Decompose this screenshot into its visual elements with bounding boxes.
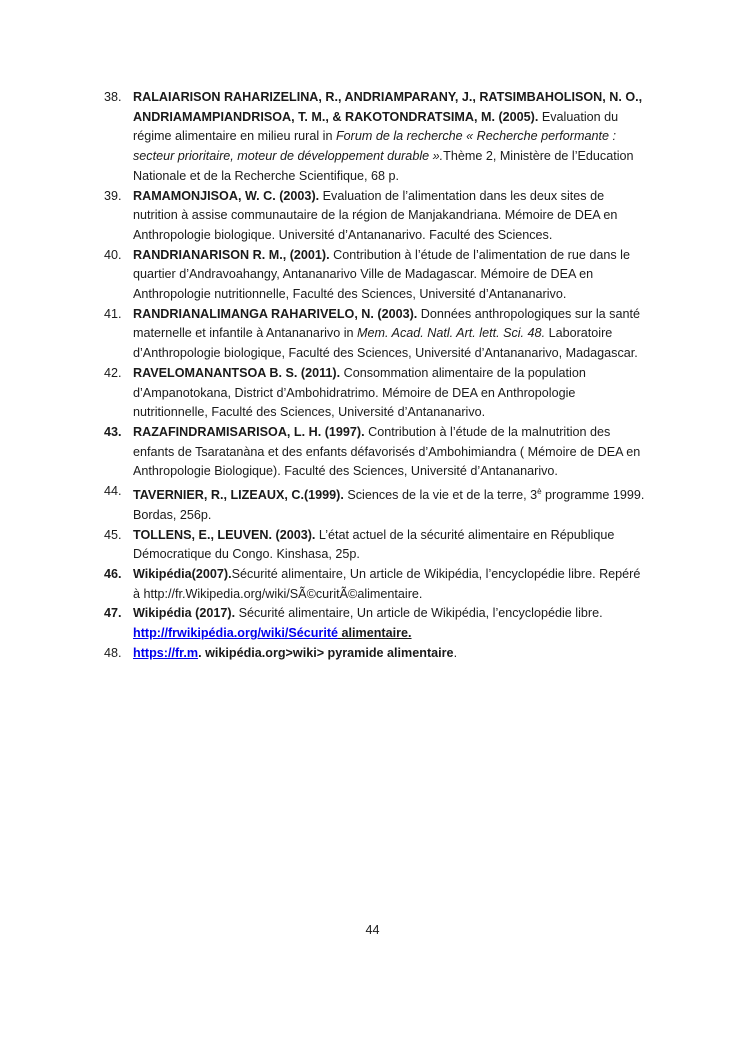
reference-segment: Contribution à l’étude de l’alimentation de rue dans le quartier d’Andravoahangy, Antananarivo Ville de Madagascar. Mémoire de DEA en Anthropologie nutritionnelle, Faculté des Sciences, Université d’Antananarivo. — [133, 247, 630, 302]
reference-link[interactable]: https://fr.m — [133, 645, 199, 660]
reference-author: Wikipédia (2017). — [133, 606, 236, 621]
reference-text — [133, 364, 649, 423]
reference-text — [133, 187, 649, 246]
reference-author: TAVERNIER, R., LIZEAUX, C.(1999). — [133, 488, 344, 503]
reference-text — [133, 246, 649, 305]
reference-number: 38. — [104, 90, 122, 104]
reference-item — [104, 604, 649, 643]
reference-text — [133, 604, 649, 643]
reference-text — [133, 423, 649, 482]
reference-text — [133, 565, 649, 604]
reference-item — [104, 482, 649, 526]
page-number: 44 — [365, 923, 380, 937]
reference-author: RANDRIANARISON R. M., (2001). — [133, 247, 330, 262]
reference-item — [104, 305, 649, 364]
reference-segment: Sciences de la vie et de la terre, 3 — [343, 488, 538, 503]
reference-number: 46. — [104, 567, 122, 582]
reference-segment: Contribution à l’étude de la malnutrition des enfants de Tsaratanàna et des enfants défavorisés d’Ambohimiandra ( Mémoire de DEA en Anthropologie Biologique). Faculté des Sciences, Université d’Antananarivo. — [133, 424, 641, 479]
reference-segment: Thème 2, Ministère de l’Education Nationale et de la Recherche Scientifique, 68 p. — [133, 149, 634, 183]
reference-segment: alimentaire. — [338, 626, 412, 641]
reference-segment: Sécurité alimentaire, Un article de Wikipédia, l’encyclopédie libre. Repéré à http://fr.Wikipedia.org/wiki/SÃ©curitÃ©alimentaire. — [133, 567, 641, 601]
reference-author: RALAIARISON RAHARIZELINA, R., ANDRIAMPARANY, J., RATSIMBAHOLISON, N. O., ANDRIAMAMPIANDRISOA, T. M., & RAKOTONDRATSIMA, M. (2005). — [133, 90, 643, 124]
reference-item — [104, 526, 649, 565]
superscript: è — [537, 487, 542, 497]
reference-segment: Consommation alimentaire de la population d’Ampanotokana, District d’Ambohidratrimo. Mémoire de DEA en Anthropologie nutritionnelle, Faculté des Sciences, Université d’Antananarivo. — [133, 365, 586, 420]
reference-item — [104, 88, 649, 187]
reference-segment: Evaluation de l’alimentation dans les deux sites de nutrition à assise communautaire de la région de Manjakandriana. Mémoire de DEA en Anthropologie biologique. Université d’Antananarivo. Faculté des Sciences. — [133, 188, 618, 242]
reference-author: RANDRIANALIMANGA RAHARIVELO, N. (2003). — [133, 306, 418, 321]
reference-author: RAVELOMANANTSOA B. S. (2011). — [133, 365, 341, 380]
reference-number: 47. — [104, 606, 122, 621]
reference-segment: Données anthropologiques sur la santé maternelle et infantile à Antananarivo in — [133, 306, 640, 341]
reference-text — [133, 526, 649, 565]
reference-author: RAZAFINDRAMISARISOA, L. H. (1997). — [133, 424, 365, 439]
reference-link[interactable]: http://frwikipédia.org/wiki/Sécurité — [133, 626, 339, 641]
reference-text — [133, 644, 649, 664]
reference-segment: L’état actuel de la sécurité alimentaire en République Démocratique du Congo. Kinshasa, 25p. — [133, 527, 615, 562]
reference-item — [104, 364, 649, 423]
reference-number: 40. — [104, 247, 122, 262]
reference-item — [104, 246, 649, 305]
reference-author: RAMAMONJISOA, W. C. (2003). — [133, 188, 320, 203]
reference-segment: Evaluation du régime alimentaire en milieu rural in — [133, 109, 619, 144]
reference-number: 48. — [104, 645, 122, 660]
reference-number: 43. — [104, 424, 122, 439]
reference-text — [133, 305, 649, 364]
reference-text — [133, 88, 649, 187]
reference-item — [104, 423, 649, 482]
reference-item — [104, 644, 649, 664]
reference-number: 39. — [104, 188, 122, 203]
reference-author: Wikipédia(2007). — [133, 567, 232, 582]
reference-segment: programme 1999. Bordas, 256p. — [133, 488, 645, 522]
reference-number: 41. — [104, 306, 122, 321]
reference-segment: Sécurité alimentaire, Un article de Wikipédia, l’encyclopédie libre. — [235, 606, 603, 621]
reference-number: 44. — [104, 484, 122, 499]
reference-number: 45. — [104, 527, 122, 542]
reference-list — [104, 88, 649, 664]
reference-source: Forum de la recherche « Recherche performante : secteur prioritaire, moteur de développement durable ». — [133, 129, 616, 164]
reference-segment: Laboratoire d’Anthropologie biologique, Faculté des Sciences, Université d’Antananarivo, Madagascar. — [133, 326, 638, 361]
reference-item — [104, 565, 649, 604]
reference-segment: . — [453, 645, 458, 660]
reference-number: 42. — [104, 365, 122, 380]
reference-author: TOLLENS, E., LEUVEN. (2003). — [133, 527, 316, 542]
reference-item — [104, 187, 649, 246]
reference-text — [133, 482, 649, 526]
reference-source: Mem. Acad. Natl. Art. lett. Sci. 48. — [357, 326, 546, 341]
reference-author: . wikipédia.org>wiki> pyramide alimentaire — [198, 645, 454, 660]
